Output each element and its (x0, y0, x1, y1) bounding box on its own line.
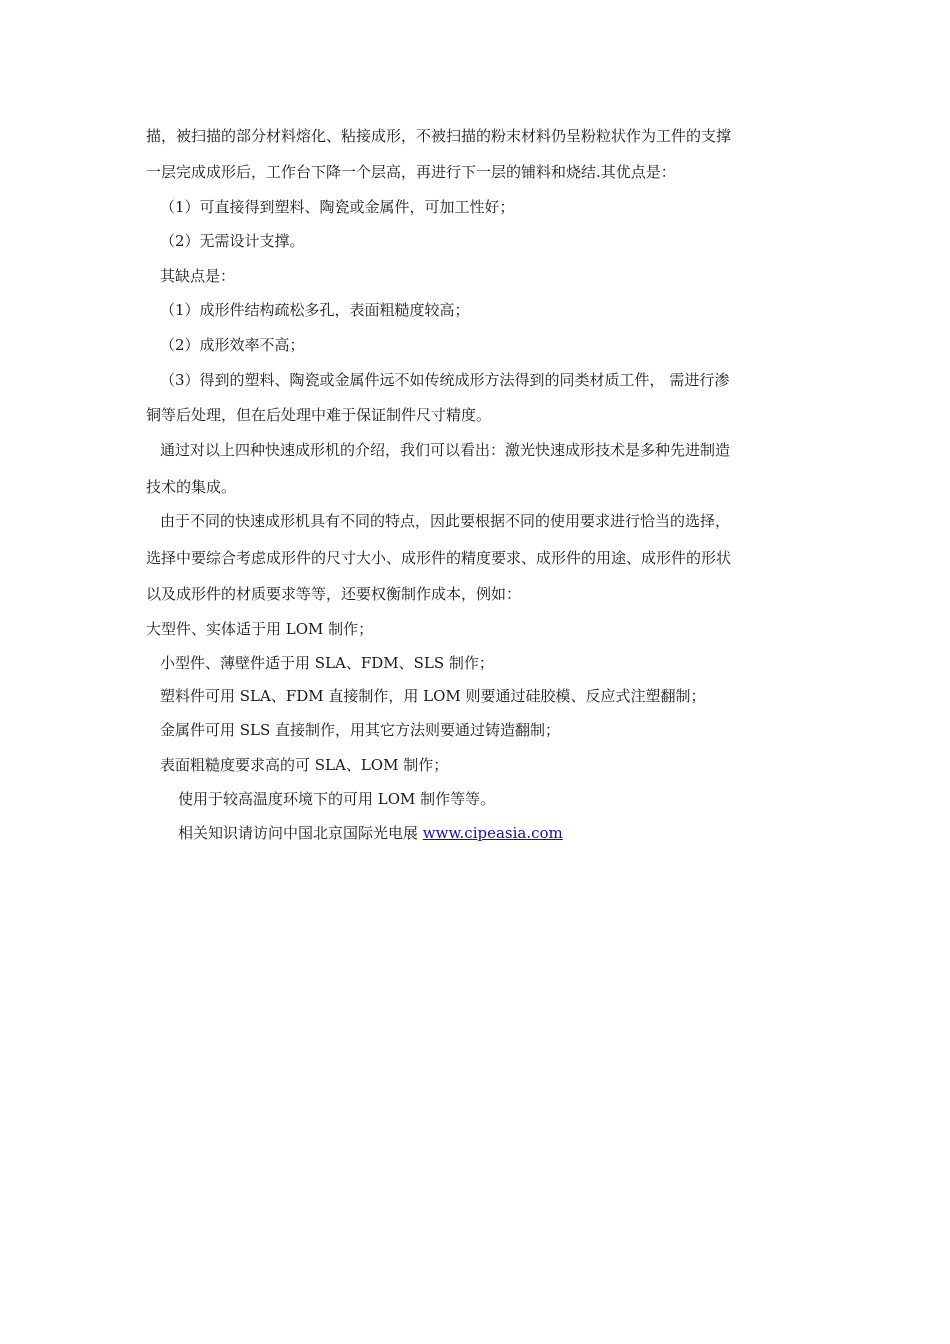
footer-line (178, 823, 563, 843)
body-line: 描，被扫描的部分材料熔化、粘接成形，不被扫描的粉末材料仍呈粉粒状作为工件的支撑 (146, 127, 732, 145)
example-item: 小型件、薄壁件适于用 SLA、FDM、SLS 制作； (160, 654, 494, 672)
footer-text: 相关知识请访问中国北京国际光电展 (178, 824, 423, 842)
body-line: 铜等后处理，但在后处理中难于保证制件尺寸精度。 (146, 406, 492, 424)
body-line: 以及成形件的材质要求等等，还要权衡制作成本，例如： (146, 585, 522, 603)
list-item: （2）无需设计支撑。 (160, 232, 305, 250)
paragraph-line: 通过对以上四种快速成形机的介绍，我们可以看出：激光快速成形技术是多种先进制造 (160, 441, 731, 459)
website-link[interactable]: www.cipeasia.com (422, 824, 563, 842)
list-item: （2）成形效率不高； (160, 336, 305, 354)
body-line: 选择中要综合考虑成形件的尺寸大小、成形件的精度要求、成形件的用途、成形件的形状 (146, 549, 732, 567)
example-item: 使用于较高温度环境下的可用 LOM 制作等等。 (178, 790, 496, 808)
body-line: 一层完成成形后，工作台下降一个层高，再进行下一层的铺料和烧结.其优点是： (146, 163, 676, 181)
list-item: （1）成形件结构疏松多孔，表面粗糙度较高； (160, 301, 470, 319)
list-item: （3）得到的塑料、陶瓷或金属件远不如传统成形方法得到的同类材质工件， 需进行渗 (160, 371, 730, 389)
example-item: 金属件可用 SLS 直接制作，用其它方法则要通过铸造翻制； (160, 721, 561, 739)
paragraph-line: 由于不同的快速成形机具有不同的特点，因此要根据不同的使用要求进行恰当的选择， (160, 512, 731, 530)
example-item: 大型件、实体适于用 LOM 制作； (146, 620, 374, 638)
body-line: 技术的集成。 (146, 478, 237, 496)
example-item: 塑料件可用 SLA、FDM 直接制作，用 LOM 则要通过硅胶模、反应式注塑翻制； (160, 687, 706, 705)
example-item: 表面粗糙度要求高的可 SLA、LOM 制作； (160, 756, 449, 774)
section-heading: 其缺点是： (160, 267, 236, 285)
list-item: （1）可直接得到塑料、陶瓷或金属件，可加工性好； (160, 198, 515, 216)
